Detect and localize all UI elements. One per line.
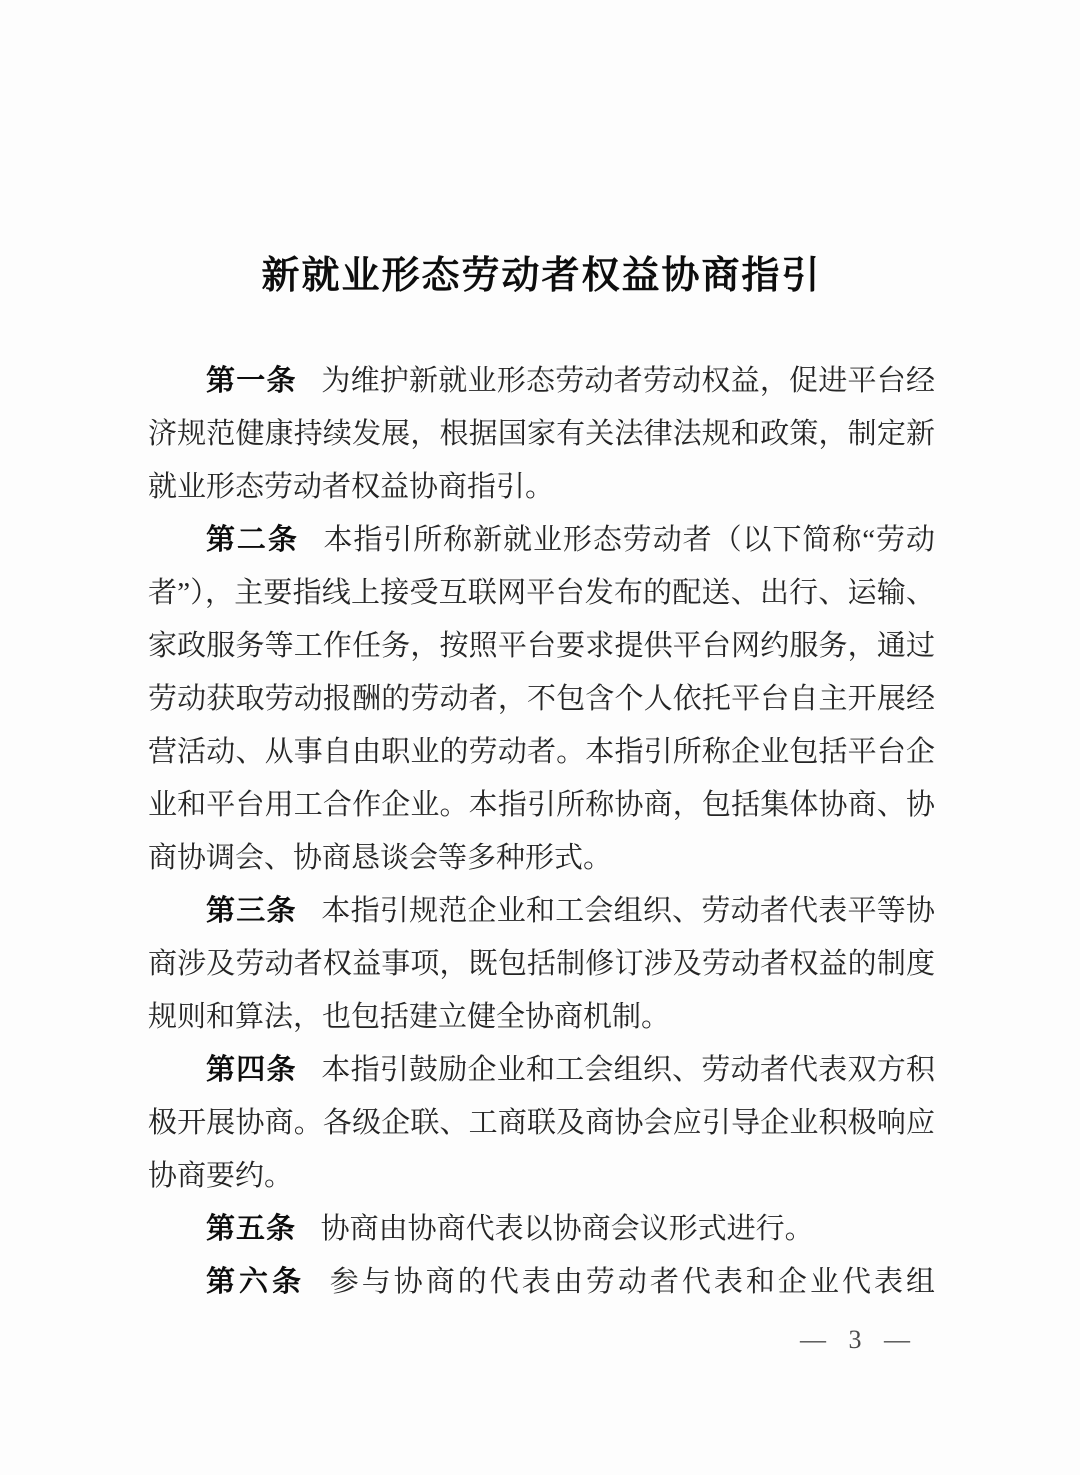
article-label: 第一条 [206, 365, 297, 398]
article-text: 为维护新就业形态劳动者劳动权益，促进平台经济规范健康持续发展，根据国家有关法律法规和政策，制定新就业形态劳动者权益协商指引。 [148, 365, 935, 504]
article-text: 本指引所称新就业形态劳动者（以下简称“劳动者”），主要指线上接受互联网平台发布的配送、出行、运输、家政服务等工作任务，按照平台要求提供平台网约服务，通过劳动获取劳动报酬的劳动者，不包含个人依托平台自主开展经营活动、从事自由职业的劳动者。本指引所称企业包括平台企业和平台用工合作企业。本指引所称协商，包括集体协商、协商协调会、协商恳谈会等多种形式。 [148, 524, 935, 875]
page-number: — 3 — [800, 1325, 911, 1355]
article-paragraph [148, 514, 935, 885]
article-paragraph [148, 1044, 935, 1203]
article-paragraph [148, 1256, 935, 1309]
article-paragraph [148, 885, 935, 1044]
article-label: 第二条 [206, 524, 299, 557]
article-text: 参与协商的代表由劳动者代表和企业代表组 [329, 1266, 935, 1299]
article-label: 第四条 [206, 1054, 297, 1087]
page-title: 新就业形态劳动者权益协商指引 [261, 255, 822, 297]
article-list [148, 355, 935, 1309]
article-text: 本指引鼓励企业和工会组织、劳动者代表双方积极开展协商。各级企联、工商联及商协会应引导企业积极响应协商要约。 [148, 1054, 935, 1193]
article-label: 第五条 [206, 1213, 297, 1246]
article-paragraph [148, 1203, 935, 1256]
article-paragraph [148, 355, 935, 514]
article-label: 第六条 [206, 1266, 306, 1299]
article-label: 第三条 [206, 895, 297, 928]
article-text: 本指引规范企业和工会组织、劳动者代表平等协商涉及劳动者权益事项，既包括制修订涉及劳动者权益的制度规则和算法，也包括建立健全协商机制。 [148, 895, 935, 1034]
article-text: 协商由协商代表以协商会议形式进行。 [320, 1213, 814, 1246]
